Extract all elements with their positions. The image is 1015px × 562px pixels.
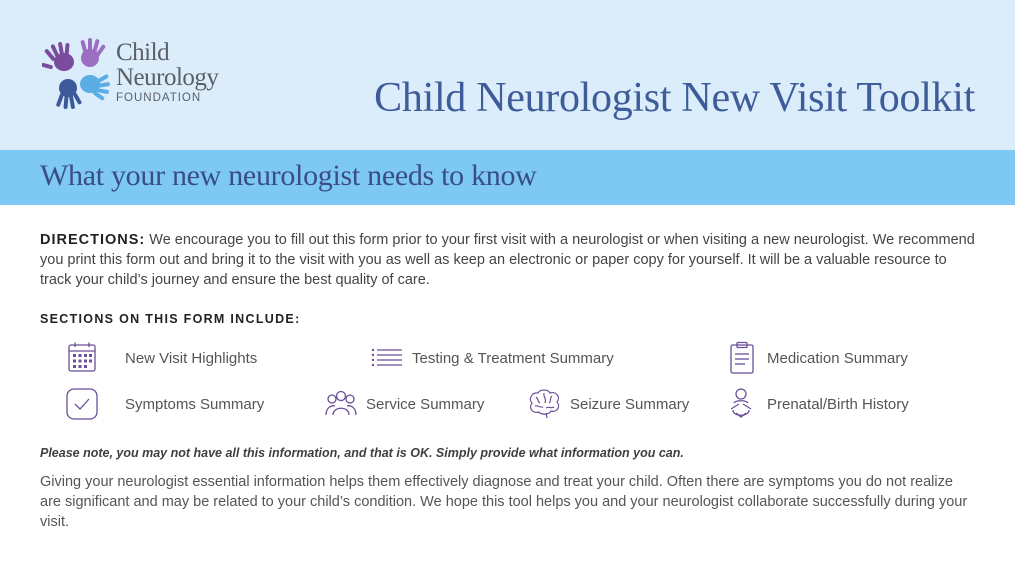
section-label-testing-treatment: Testing & Treatment Summary <box>412 349 614 367</box>
logo-line-neurology: Neurology <box>116 64 219 91</box>
section-item-seizure <box>526 386 689 422</box>
section-label-new-visit-highlights: New Visit Highlights <box>125 349 258 367</box>
header-banner <box>0 0 1015 150</box>
clipboard-icon <box>726 341 758 375</box>
section-item-new-visit-highlights <box>64 340 257 376</box>
logo-line-foundation: FOUNDATION <box>116 92 202 104</box>
info-note: Please note, you may not have all this information, and that is OK. Simply provide what information you can. <box>40 446 684 460</box>
directions-label: DIRECTIONS: <box>40 232 146 248</box>
brain-icon <box>526 387 562 421</box>
section-item-medication <box>726 340 908 376</box>
section-item-prenatal-birth <box>726 386 909 422</box>
section-item-symptoms <box>64 386 264 422</box>
foundation-logo <box>42 38 252 110</box>
list-icon <box>368 341 404 375</box>
baby-icon <box>726 387 756 421</box>
section-band <box>0 150 1015 205</box>
directions-text: We encourage you to fill out this form prior to your first visit with a neurologist or when visiting a new neurologist. We recommend you print this form out and bring it to the visit with you as well as keep an electronic or paper copy for yourself. It will be a valuable resource to track your child’s journey and ensure the best quality of care. <box>40 232 975 288</box>
section-label-prenatal-birth: Prenatal/Birth History <box>767 395 909 413</box>
band-title: What your new neurologist needs to know <box>40 159 537 192</box>
logo-wordmark <box>116 40 218 104</box>
people-icon <box>324 387 358 421</box>
section-item-service <box>324 386 484 422</box>
section-label-symptoms: Symptoms Summary <box>125 395 265 413</box>
section-label-medication: Medication Summary <box>767 349 908 367</box>
section-label-service: Service Summary <box>366 395 485 413</box>
checkmark-icon <box>64 387 100 421</box>
closing-paragraph: Giving your neurologist essential information helps them effectively diagnose and treat your child. Often there are symptoms you do not realize are significant and may be related to your child’s condition. We hope this tool helps you and your neurologist collaborate successfully during your visit. <box>40 474 968 530</box>
section-item-testing-treatment <box>368 340 614 376</box>
directions-paragraph <box>40 230 975 290</box>
logo-line-child: Child <box>116 39 170 66</box>
calendar-icon <box>64 341 100 375</box>
sections-heading: SECTIONS ON THIS FORM INCLUDE: <box>40 312 301 326</box>
page-title: Child Neurologist New Visit Toolkit <box>374 75 975 121</box>
section-label-seizure: Seizure Summary <box>570 395 690 413</box>
hands-logo-icon <box>42 38 114 110</box>
